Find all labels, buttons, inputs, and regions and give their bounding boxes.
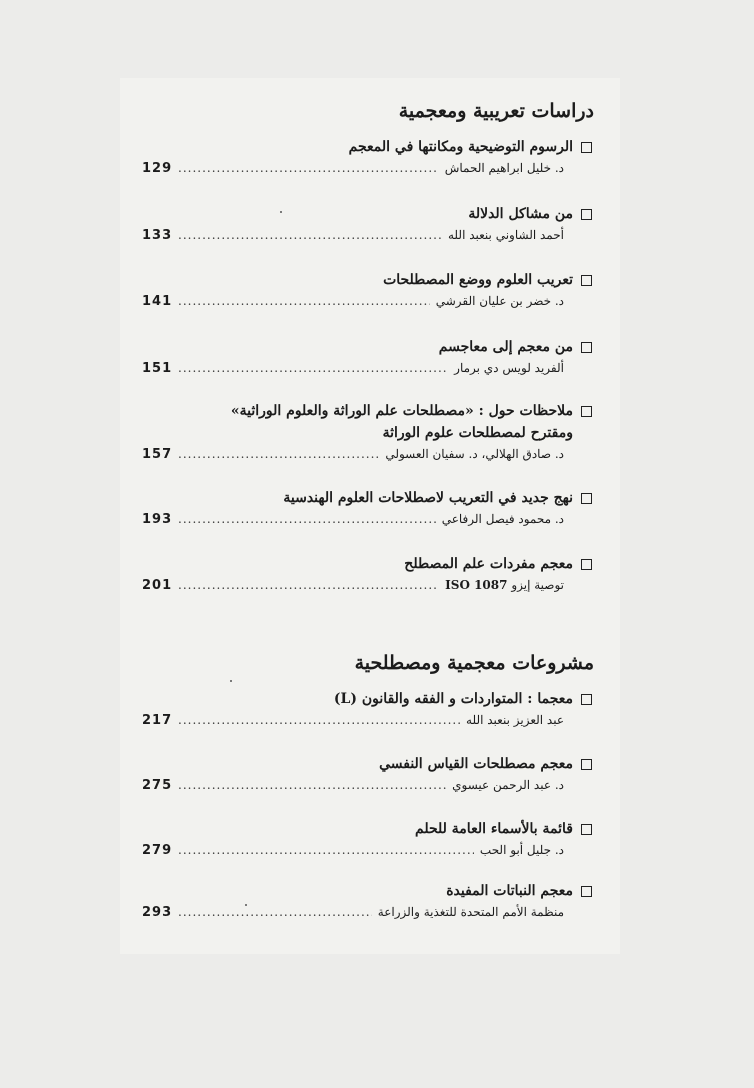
checkbox-icon <box>581 694 592 705</box>
toc-entry[interactable] <box>142 136 592 176</box>
checkbox-icon <box>581 142 592 153</box>
toc-entry[interactable] <box>142 818 592 858</box>
dot-leader <box>178 161 439 175</box>
dot-leader <box>178 294 430 308</box>
toc-entry[interactable] <box>142 336 592 376</box>
entry-page-number: 129 <box>142 161 173 176</box>
section-title-2: مشروعات معجمية ومصطلحية <box>354 652 594 674</box>
dot-leader <box>178 228 442 242</box>
entry-page-number: 279 <box>142 843 173 858</box>
entry-author: منظمة الأمم المتحدة للتغذية والزراعة <box>377 905 564 919</box>
dot-leader <box>178 905 372 919</box>
toc-entry[interactable] <box>142 553 592 593</box>
toc-entry[interactable] <box>142 880 592 920</box>
entry-title: معجم مصطلحات القياس النفسي <box>379 756 573 772</box>
entry-page-number: 157 <box>142 447 173 462</box>
entry-title: معجما : المتواردات و الفقه والقانون (L) <box>333 691 573 707</box>
entry-page-number: 201 <box>142 578 173 593</box>
entry-page-number: 193 <box>142 512 173 527</box>
toc-page <box>120 78 620 954</box>
entry-title: قائمة بالأسماء العامة للحلم <box>415 821 573 837</box>
entry-title: معجم النباتات المفيدة <box>446 883 573 899</box>
checkbox-icon <box>581 275 592 286</box>
dot-leader <box>178 512 436 526</box>
author-prefix: توصية إيزو <box>511 578 564 592</box>
checkbox-icon <box>581 406 592 417</box>
entry-author: د. صادق الهلالي، د. سفيان العسولي <box>385 447 564 461</box>
entry-title-continued: ومقترح لمصطلحات علوم الوراثة <box>382 425 573 441</box>
entry-page-number: 141 <box>142 294 173 309</box>
toc-entry[interactable] <box>142 753 592 793</box>
checkbox-icon <box>581 493 592 504</box>
entry-author: عبد العزيز بنعبد الله <box>466 713 564 727</box>
entry-author: د. خليل ابراهيم الحماش <box>444 161 564 175</box>
entry-title: من مشاكل الدلالة <box>468 206 573 222</box>
entry-page-number: 217 <box>142 713 173 728</box>
entry-title: من معجم إلى معاجسم <box>438 339 573 355</box>
entry-author: ألفريد لويس دي برمار <box>454 361 564 375</box>
entry-author: أحمد الشاوني بنعبد الله <box>448 228 564 242</box>
scan-speck <box>245 904 247 906</box>
dot-leader <box>178 578 439 592</box>
entry-page-number: 275 <box>142 778 173 793</box>
entry-title: معجم مفردات علم المصطلح <box>404 556 573 572</box>
section-title-1: دراسات تعريبية ومعجمية <box>398 100 594 122</box>
entry-title: نهج جديد في التعريب لاصطلاحات العلوم الهندسية <box>283 490 573 506</box>
dot-leader <box>178 447 379 461</box>
checkbox-icon <box>581 886 592 897</box>
scan-speck <box>230 680 232 682</box>
entry-author: د. خضر بن عليان القرشي <box>435 294 564 308</box>
checkbox-icon <box>581 559 592 570</box>
entry-author: د. محمود فيصل الرفاعي <box>441 512 564 526</box>
entry-page-number: 293 <box>142 905 173 920</box>
dot-leader <box>178 713 460 727</box>
checkbox-icon <box>581 824 592 835</box>
iso-code: ISO 1087 <box>445 578 508 592</box>
entry-author <box>445 578 564 592</box>
scan-speck <box>280 211 282 213</box>
toc-entry[interactable] <box>142 688 592 728</box>
dot-leader <box>178 778 446 792</box>
toc-entry[interactable] <box>142 487 592 527</box>
entry-title: الرسوم التوضيحية ومكانتها في المعجم <box>348 139 573 155</box>
entry-page-number: 133 <box>142 228 173 243</box>
entry-page-number: 151 <box>142 361 173 376</box>
checkbox-icon <box>581 759 592 770</box>
checkbox-icon <box>581 209 592 220</box>
entry-title: ملاحظات حول : «مصطلحات علم الوراثة والعلوم الوراثية» <box>230 403 573 419</box>
checkbox-icon <box>581 342 592 353</box>
toc-entry[interactable] <box>142 203 592 243</box>
entry-title: تعريب العلوم ووضع المصطلحات <box>383 272 573 288</box>
dot-leader <box>178 843 474 857</box>
dot-leader <box>178 361 448 375</box>
entry-author: د. جليل أبو الحب <box>479 843 564 857</box>
toc-entry[interactable] <box>142 400 592 462</box>
entry-author: د. عبد الرحمن عيسوي <box>452 778 564 792</box>
toc-entry[interactable] <box>142 269 592 309</box>
